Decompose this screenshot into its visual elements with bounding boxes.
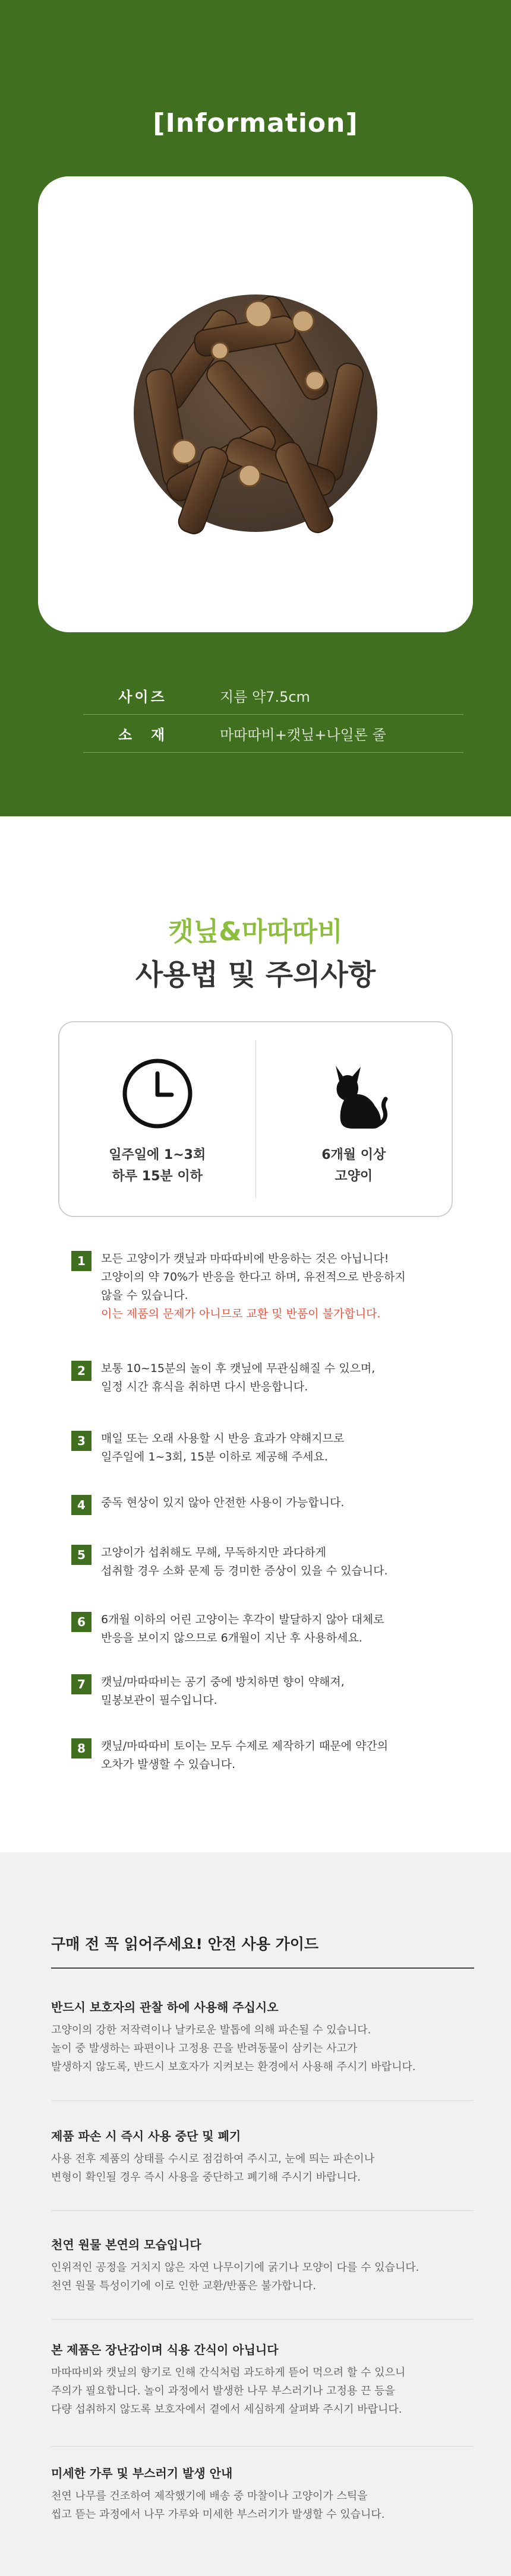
usage-caption xyxy=(321,1145,386,1187)
note-line: 캣닢/마따따비 토이는 모두 수제로 제작하기 때문에 약간의 xyxy=(101,1739,389,1753)
note-item xyxy=(71,1673,452,1737)
note-line: 밀봉보관이 필수입니다. xyxy=(101,1694,217,1707)
usage-caption xyxy=(109,1145,206,1187)
note-line: 모든 고양이가 캣닢과 마따따비에 반응하는 것은 아닙니다! xyxy=(101,1252,389,1265)
usage-title: 사용법 및 주의사항 xyxy=(135,958,376,991)
note-text xyxy=(101,1737,388,1774)
guide-title-rule xyxy=(51,1967,474,1969)
note-text xyxy=(101,1544,388,1611)
cat-icon xyxy=(318,1052,389,1135)
guide-item-heading: 천연 원물 본연의 모습입니다 xyxy=(51,2238,201,2252)
usage-frequency xyxy=(59,1022,256,1216)
note-number: 4 xyxy=(71,1495,92,1515)
guide-item-heading: 반드시 보호자의 관찰 하에 사용해 주십시오 xyxy=(51,2000,279,2014)
note-item xyxy=(71,1544,452,1611)
note-text xyxy=(101,1673,345,1737)
clock-icon xyxy=(121,1052,194,1135)
usage-subtitle: 캣닢&마따따비 xyxy=(168,917,343,947)
spec-label: 소 재 xyxy=(118,727,168,743)
note-line: 반응을 보이지 않으므로 6개월이 지난 후 사용하세요. xyxy=(101,1631,362,1645)
guide-item-line: 천연 원물 특성이기에 이로 인한 교환/반품은 불가합니다. xyxy=(51,2280,317,2292)
guide-item-line: 발생하지 않도록, 반드시 보호자가 지켜보는 환경에서 사용해 주시기 바랍니다. xyxy=(51,2061,416,2073)
guide-item-line: 인위적인 공정을 거치지 않은 자연 나무이기에 굵기나 모양이 다를 수 있습니다. xyxy=(51,2261,419,2274)
note-line: 보통 10~15분의 놀이 후 캣닢에 무관심해질 수 있으며, xyxy=(101,1362,376,1375)
guide-item xyxy=(51,1998,474,2076)
note-line: 섭취할 경우 소화 문제 등 경미한 증상이 있을 수 있습니다. xyxy=(101,1564,388,1577)
note-line: 일정 시간 휴식을 취하면 다시 반응합니다. xyxy=(101,1380,308,1393)
note-number: 8 xyxy=(71,1738,92,1758)
note-item xyxy=(71,1737,452,1774)
note-line: 고양이의 약 70%가 반응을 한다고 하며, 유전적으로 반응하지 xyxy=(101,1270,406,1284)
usage-caption-line: 6개월 이상 xyxy=(321,1148,386,1162)
safety-guide-section xyxy=(0,1852,511,2576)
guide-item-heading: 미세한 가루 및 부스러기 발생 안내 xyxy=(51,2466,233,2480)
guide-item-line: 씹고 뜯는 과정에서 나무 가루와 미세한 부스러기가 발생할 수 있습니다. xyxy=(51,2508,385,2521)
info-title: [Information] xyxy=(153,108,358,138)
spec-label: 사이즈 xyxy=(118,689,167,705)
note-line: 중독 현상이 있지 않아 안전한 사용이 가능합니다. xyxy=(101,1496,345,1509)
guide-item xyxy=(51,2235,474,2295)
guide-separator xyxy=(51,2319,474,2320)
note-number: 1 xyxy=(71,1251,92,1271)
note-item xyxy=(71,1494,452,1544)
guide-item-line: 마따따비와 캣닢의 향기로 인해 간식처럼 과도하게 뜯어 먹으려 할 수 있으니 xyxy=(51,2366,406,2379)
note-line: 않을 수 있습니다. xyxy=(101,1289,188,1302)
note-number: 7 xyxy=(71,1674,92,1694)
guide-item xyxy=(51,2127,474,2187)
note-line: 오차가 발생할 수 있습니다. xyxy=(101,1758,236,1771)
note-text xyxy=(101,1494,344,1544)
note-number: 3 xyxy=(71,1431,92,1451)
guide-item-line: 놀이 중 발생하는 파편이나 고정용 끈을 반려동물이 삼키는 사고가 xyxy=(51,2042,358,2055)
usage-notes xyxy=(71,1250,452,1774)
note-line: 캣닢/마따따비는 공기 중에 방치하면 향이 약해져, xyxy=(101,1675,345,1688)
note-warning: 이는 제품의 문제가 아니므로 교환 및 반품이 불가합니다. xyxy=(101,1307,381,1320)
note-item xyxy=(71,1430,452,1494)
spec-row-material xyxy=(83,715,463,753)
note-line: 고양이가 섭취해도 무해, 무독하지만 과다하게 xyxy=(101,1546,326,1559)
guide-item xyxy=(51,2340,474,2419)
note-number: 2 xyxy=(71,1361,92,1381)
note-line: 일주일에 1~3회, 15분 이하로 제공해 주세요. xyxy=(101,1450,328,1463)
guide-item-line: 변형이 확인될 경우 즉시 사용을 중단하고 폐기해 주시기 바랍니다. xyxy=(51,2171,361,2184)
note-item xyxy=(71,1250,452,1360)
spec-table xyxy=(83,677,463,753)
guide-item-heading: 제품 파손 시 즉시 사용 중단 및 폐기 xyxy=(51,2129,241,2143)
spec-value: 지름 약7.5cm xyxy=(220,689,310,705)
note-item xyxy=(71,1360,452,1430)
note-text xyxy=(101,1360,375,1430)
usage-section xyxy=(0,816,511,1852)
spec-row-size xyxy=(83,677,463,715)
spec-value: 마따따비+캣닢+나일론 줄 xyxy=(220,727,386,743)
guide-separator xyxy=(51,2446,474,2447)
guide-item-heading: 본 제품은 장난감이며 식용 간식이 아닙니다 xyxy=(51,2343,279,2357)
usage-caption-line: 하루 15분 이하 xyxy=(112,1169,203,1184)
usage-caption-line: 고양이 xyxy=(335,1169,373,1184)
note-text xyxy=(101,1250,406,1360)
note-text xyxy=(101,1430,344,1494)
usage-summary-box xyxy=(58,1021,453,1217)
note-number: 5 xyxy=(71,1545,92,1565)
note-text xyxy=(101,1611,384,1673)
note-line: 6개월 이하의 어린 고양이는 후각이 발달하지 않아 대체로 xyxy=(101,1613,384,1626)
note-item xyxy=(71,1611,452,1673)
note-number: 6 xyxy=(71,1612,92,1632)
guide-separator xyxy=(51,2100,474,2101)
usage-caption-line: 일주일에 1~3회 xyxy=(109,1148,206,1162)
guide-item-line: 천연 나무를 건조하여 제작했기에 배송 중 마찰이나 고양이가 스틱을 xyxy=(51,2490,368,2502)
guide-item-line: 다량 섭취하지 않도록 보호자에서 곁에서 세심하게 살펴봐 주시기 바랍니다. xyxy=(51,2403,402,2416)
note-line: 매일 또는 오래 사용할 시 반응 효과가 약해지므로 xyxy=(101,1432,345,1445)
guide-item-line: 주의가 필요합니다. 놀이 과정에서 발생한 나무 부스러기나 고정용 끈 등을 xyxy=(51,2385,395,2397)
guide-item-line: 사용 전후 제품의 상태를 수시로 점검하여 주시고, 눈에 띄는 파손이나 xyxy=(51,2153,375,2165)
product-image xyxy=(101,250,410,559)
guide-separator xyxy=(51,2210,474,2211)
usage-age xyxy=(256,1022,452,1216)
product-image-card xyxy=(38,176,473,632)
guide-item xyxy=(51,2464,474,2524)
guide-item-line: 고양이의 강한 저작력이나 날카로운 발톱에 의해 파손될 수 있습니다. xyxy=(51,2024,371,2036)
guide-title: 구매 전 꼭 읽어주세요! 안전 사용 가이드 xyxy=(51,1935,319,1953)
info-section xyxy=(0,0,511,816)
